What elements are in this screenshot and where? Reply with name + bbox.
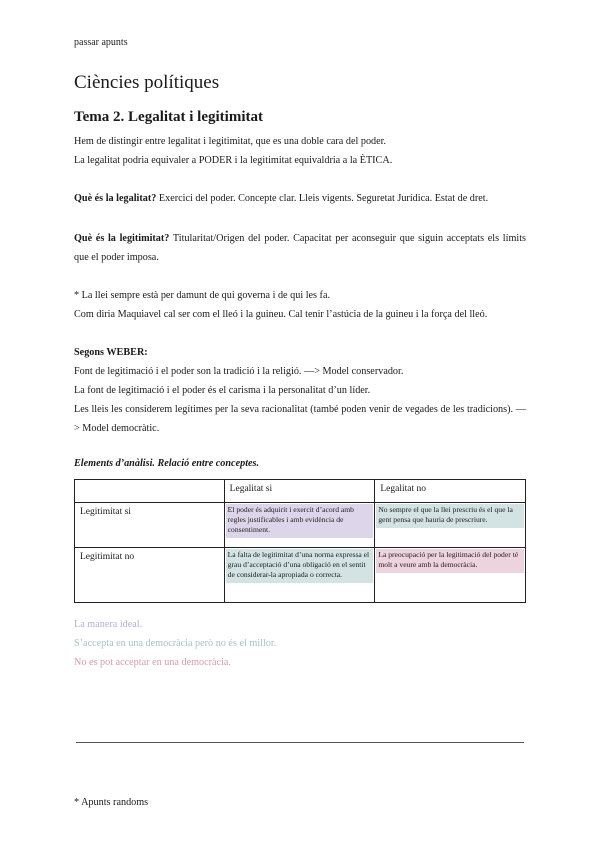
note-line-2: Com diria Maquiavel cal ser com el lleó i la guineu. Cal tenir l’astúcia de la guineu i la força del lleó.	[74, 309, 488, 320]
table-header-legalitat-si: Legalitat si	[224, 480, 375, 503]
page-header: passar apunts	[74, 37, 128, 48]
legend-not-acceptable: No es pot acceptar en una democràcia.	[74, 657, 231, 668]
weber-label: Segons WEBER:	[74, 347, 148, 358]
weber-line-3: Les lleis les considerem legítimes per la seva racionalitat (també poden venir de vegades de les tradicions). —> Model democràtic.	[74, 404, 526, 434]
legalitat-label: Què és la legalitat?	[74, 193, 157, 204]
legitimitat-label: Què és la legitimitat?	[74, 233, 170, 244]
row-label-legitimitat-no: Legitimitat no	[75, 548, 225, 603]
row-label-legitimitat-si: Legitimitat si	[75, 503, 225, 548]
document-title: Ciències polítiques	[74, 72, 220, 93]
table-header-empty	[75, 480, 225, 503]
section-title: Tema 2. Legalitat i legitimitat	[74, 109, 263, 125]
cell-legit-si-legal-si	[224, 503, 375, 548]
legalitat-text: Exercici del poder. Concepte clar. Lleis vigents. Seguretat Jurídica. Estat de dret.	[156, 193, 489, 204]
relation-table	[74, 479, 526, 603]
table-caption: Elements d’anàlisi. Relació entre conceptes.	[74, 458, 260, 469]
cell-legit-si-legal-no	[375, 503, 526, 548]
table-header-row	[75, 480, 526, 503]
legitimitat-text: Titularitat/Origen del poder. Capacitat per aconseguir que siguin acceptats els límits que el poder imposa.	[74, 233, 527, 263]
intro-line-1: Hem de distingir entre legalitat i legitimitat, que es una doble cara del poder.	[74, 136, 387, 147]
weber-line-2: La font de legitimació i el poder és el carisma i la personalitat d’un líder.	[74, 385, 371, 396]
footnote: * Apunts randoms	[74, 797, 149, 808]
weber-line-1: Font de legitimació i el poder son la tradició i la religió. —> Model conservador.	[74, 366, 404, 377]
legend-ideal: La manera ideal.	[74, 619, 143, 630]
highlight-acceptable: La falta de legitimitat d’una norma expressa el grau d’acceptació d’una obligació en el sentit de considerar-la apropiada o correcta.	[226, 549, 374, 583]
highlight-not-acceptable: La preocupació per la legitimació del poder té molt a veure amb la democràcia.	[376, 549, 524, 573]
weber-heading	[74, 343, 526, 362]
table-header-legalitat-no: Legalitat no	[375, 480, 526, 503]
table-row	[75, 503, 526, 548]
highlight-acceptable: No sempre el que la llei prescriu és el que la gent pensa que hauria de prescriure.	[376, 504, 524, 528]
cell-legit-no-legal-no	[375, 548, 526, 603]
legitimitat-paragraph	[74, 229, 526, 267]
intro-line-2: La legalitat podria equivaler a PODER i la legitimitat equivaldria a la ÈTICA.	[74, 155, 393, 166]
cell-legit-no-legal-si	[224, 548, 375, 603]
highlight-ideal: El poder és adquirit i exercit d’acord amb regles justificables i amb evidència de consentiment.	[226, 504, 374, 538]
legalitat-paragraph	[74, 189, 526, 208]
note-line-1: * La llei sempre està per damunt de qui governa i de qui les fa.	[74, 290, 331, 301]
footnote-divider	[76, 742, 524, 743]
table-row	[75, 548, 526, 603]
legend-acceptable: S’accepta en una democràcia però no és el millor.	[74, 638, 277, 649]
